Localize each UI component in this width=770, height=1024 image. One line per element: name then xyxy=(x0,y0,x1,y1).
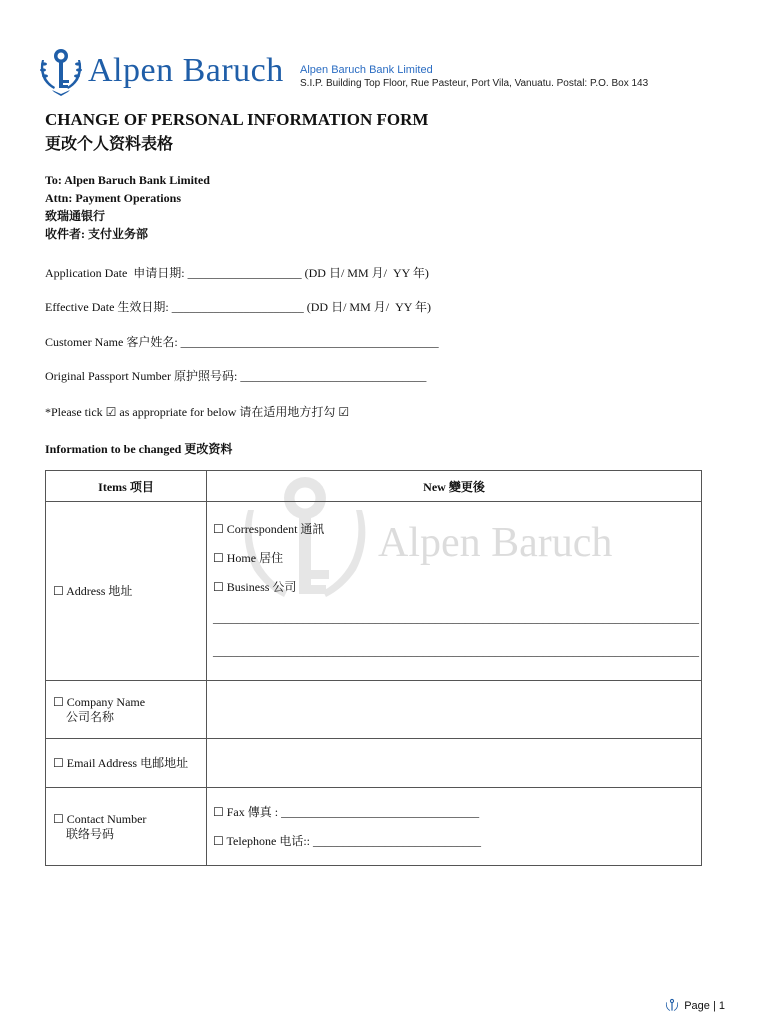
application-date-field[interactable]: Application Date 申请日期: ___________________ (DD 日/ MM 月/ YY 年) xyxy=(45,266,429,280)
tick-instruction: *Please tick ☑ as appropriate for below 请在适用地方打勾 ☑ xyxy=(45,405,350,419)
contact-options xyxy=(207,788,702,866)
email-label: ☐ Email Address 电邮地址 xyxy=(53,755,189,770)
correspondent-checkbox[interactable]: ☐ Correspondent 通訊 xyxy=(213,521,325,536)
company-label: ☐ Company Name xyxy=(53,694,146,709)
telephone-field[interactable]: ☐ Telephone 电话:: ____________________________ xyxy=(213,833,482,848)
passport-number-field[interactable]: Original Passport Number 原护照号码: _______________________________ xyxy=(45,369,427,383)
email-row xyxy=(46,739,702,788)
key-crest-icon xyxy=(38,46,84,96)
footer-crest-icon xyxy=(665,998,679,1013)
company-label-cn: 公司名称 xyxy=(66,709,115,724)
address-options xyxy=(207,502,702,681)
bank-address: S.I.P. Building Top Floor, Rue Pasteur, Port Vila, Vanuatu. Postal: P.O. Box 143 xyxy=(300,78,649,89)
items-column-header: Items 项目 xyxy=(46,471,207,502)
brand-logo xyxy=(38,46,284,96)
contact-label-cn: 联络号码 xyxy=(66,826,115,841)
home-checkbox[interactable]: ☐ Home 居住 xyxy=(213,550,284,565)
address-line-1[interactable]: _________________________________________________________________________________ xyxy=(213,610,699,625)
address-line-2[interactable]: _________________________________________________________________________________ xyxy=(213,643,699,658)
email-checkbox[interactable] xyxy=(46,739,207,788)
address-label: ☐ Address 地址 xyxy=(53,583,133,598)
company-row xyxy=(46,681,702,739)
effective-date-field[interactable]: Effective Date 生效日期: ______________________ (DD 日/ MM 月/ YY 年) xyxy=(45,300,431,314)
brand-name: Alpen Baruch xyxy=(88,52,284,89)
items-table xyxy=(45,470,702,866)
bank-name: Alpen Baruch Bank Limited xyxy=(300,64,433,76)
customer-name-field[interactable]: Customer Name 客户姓名: ___________________________________________ xyxy=(45,335,439,349)
recipient-to: To: Alpen Baruch Bank Limited xyxy=(45,173,210,187)
recipient-to-cn: 致瑞通银行 xyxy=(45,209,106,223)
contact-label: ☐ Contact Number xyxy=(53,811,147,826)
company-checkbox[interactable] xyxy=(46,681,207,739)
page-footer xyxy=(665,998,725,1013)
page-number: Page | 1 xyxy=(684,999,725,1012)
watermark-text: Alpen Baruch xyxy=(378,520,613,566)
form-title: CHANGE OF PERSONAL INFORMATION FORM xyxy=(45,110,429,129)
address-row xyxy=(46,502,702,681)
contact-row xyxy=(46,788,702,866)
table-header-row xyxy=(46,471,702,502)
email-input[interactable] xyxy=(207,739,702,788)
info-heading: Information to be changed 更改资料 xyxy=(45,442,233,456)
bank-header xyxy=(300,64,648,90)
company-input[interactable] xyxy=(207,681,702,739)
business-checkbox[interactable]: ☐ Business 公司 xyxy=(213,579,297,594)
recipient-attn: Attn: Payment Operations xyxy=(45,191,181,205)
contact-checkbox[interactable] xyxy=(46,788,207,866)
new-column-header: New 變更後 xyxy=(207,471,702,502)
recipient-attn-cn: 收件者: 支付业务部 xyxy=(45,227,148,241)
form-title-cn: 更改个人资料表格 xyxy=(45,136,174,153)
fax-field[interactable]: ☐ Fax 傳真 : _________________________________ xyxy=(213,804,480,819)
address-checkbox[interactable] xyxy=(46,502,207,681)
